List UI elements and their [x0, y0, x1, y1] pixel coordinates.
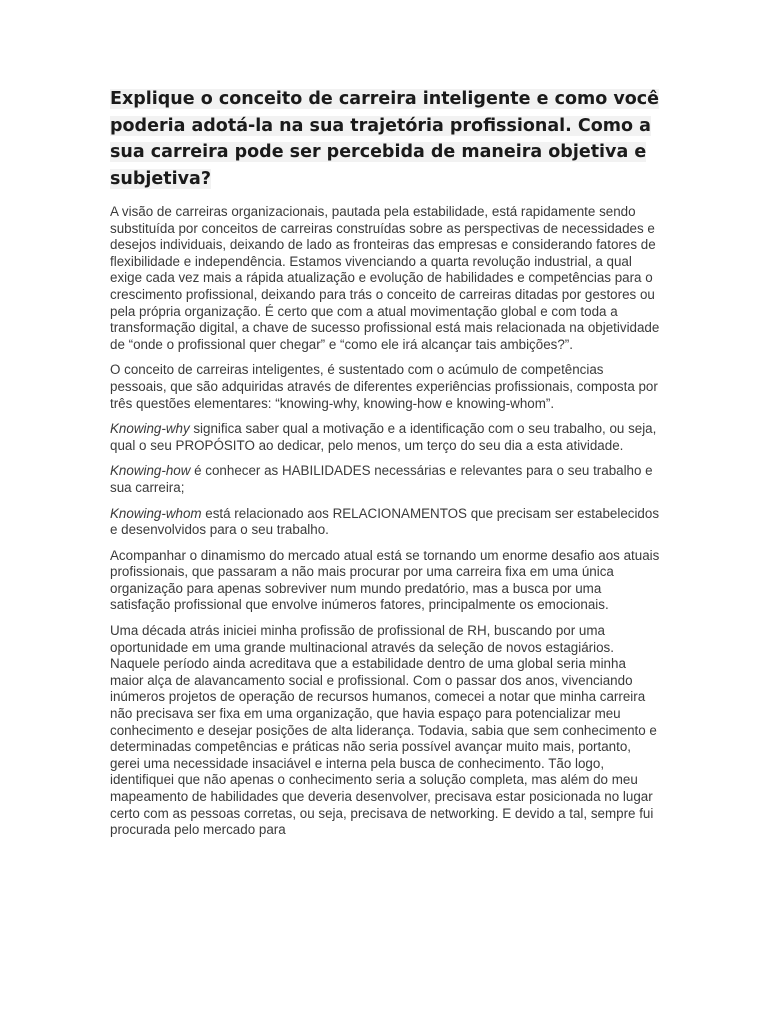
document-page — [110, 86, 662, 848]
paragraph-personal-experience — [110, 623, 662, 839]
paragraph-market-dynamism — [110, 548, 662, 614]
paragraph-text: Uma década atrás iniciei minha profissão de profissional de RH, buscando por uma oportunidade em uma grande multinacional através da seleção de novos estagiários. Naquele período ainda acreditava que a estabilidade dentro de uma global seria minha maior alça de alavancamento social e profissional. Com o passar dos anos, vivenciando inúmeros projetos de operação de recursos humanos, comecei a notar que minha carreira não precisava ser fixa em uma organização, que havia espaço para potencializar meu conhecimento e desejar posições de alta liderança. Todavia, sabia que sem conhecimento e determinadas competências e práticas não seria possível avançar muito mais, portanto, gerei uma necessidade insaciável e interna pela busca de conhecimento. Tão logo, identifiquei que não apenas o conhecimento seria a solução completa, mas além do meu mapeamento de habilidades que deveria desenvolver, precisava estar posicionada no lugar certo com as pessoas corretas, ou seja, precisava de networking. E devido a tal, sempre fui procurada pelo mercado para — [110, 623, 657, 838]
paragraph-knowing-how — [110, 463, 662, 496]
paragraph-text: O conceito de carreiras inteligentes, é sustentado com o acúmulo de competências pessoais, que são adquiridas através de diferentes experiências profissionais, composta por três questões elementares: “knowing-why, knowing-how e knowing-whom”. — [110, 362, 658, 411]
term-knowing-how: Knowing-how — [110, 463, 191, 479]
title-block — [110, 86, 662, 192]
paragraph-text: Acompanhar o dinamismo do mercado atual está se tornando um enorme desafio aos atuais profissionais, que passaram a não mais procurar por uma carreira fixa em uma única organização para apenas sobreviver num mundo predatório, mas a busca por uma satisfação profissional que envolve inúmeros fatores, principalmente os emocionais. — [110, 547, 660, 613]
paragraph-knowing-why — [110, 421, 662, 454]
paragraph-text: está relacionado aos RELACIONAMENTOS que precisam ser estabelecidos e desenvolvidos para o seu trabalho. — [110, 505, 660, 538]
document-title: Explique o conceito de carreira inteligente e como você poderia adotá-la na sua trajetória profissional. Como a sua carreira pode ser percebida de maneira objetiva e subjetiva? — [110, 89, 659, 189]
paragraph-smart-careers — [110, 362, 662, 412]
term-knowing-why: Knowing-why — [110, 421, 190, 437]
term-knowing-whom: Knowing-whom — [110, 505, 202, 521]
paragraph-knowing-whom — [110, 506, 662, 539]
paragraph-career-vision — [110, 204, 662, 353]
paragraph-text: A visão de carreiras organizacionais, pautada pela estabilidade, está rapidamente sendo substituída por conceitos de carreiras construídas sobre as perspectivas de necessidades e desejos individuais, deixando de lado as fronteiras das empresas e considerando fatores de flexibilidade e independência. Estamos vivenciando a quarta revolução industrial, a qual exige cada vez mais a rápida atualização e evolução de habilidades e competências para o crescimento profissional, deixando para trás o conceito de carreiras ditadas por gestores ou pela própria organização. É certo que com a atual movimentação global e com toda a transformação digital, a chave de sucesso profissional está mais relacionada na objetividade de “onde o profissional quer chegar” e “como ele irá alcançar tais ambições?”. — [110, 204, 660, 352]
paragraph-text: é conhecer as HABILIDADES necessárias e relevantes para o seu trabalho e sua carreira; — [110, 463, 653, 495]
paragraph-text: significa saber qual a motivação e a identificação com o seu trabalho, ou seja, qual o seu PROPÓSITO ao dedicar, pelo menos, um terço do seu dia a esta atividade. — [110, 421, 657, 453]
